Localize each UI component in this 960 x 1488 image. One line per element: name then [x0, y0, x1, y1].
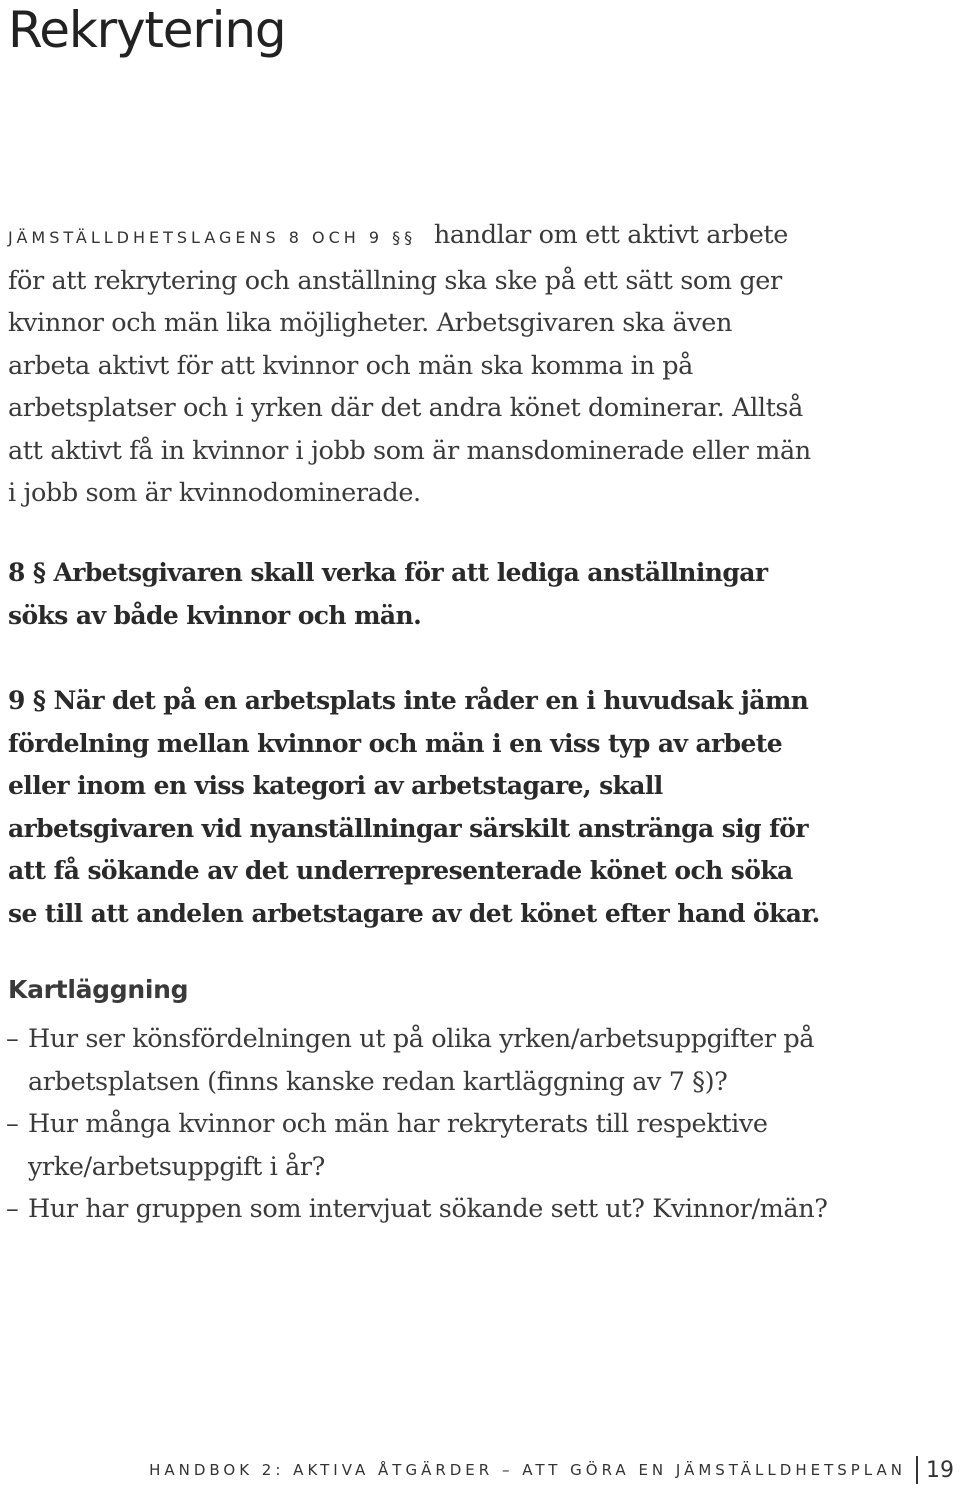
- question-text: Hur många kvinnor och män har rekryterats till respektive yrke/arbetsuppgift i år?: [28, 1109, 768, 1182]
- page-footer: [149, 1452, 960, 1488]
- question-text: Hur ser könsfördelningen ut på olika yrken/arbetsuppgifter på arbetsplatsen (finns kanske redan kartläggning av 7 §)?: [28, 1024, 815, 1097]
- intro-paragraph: [8, 214, 818, 515]
- law-section-8: 8 § Arbetsgivaren skall verka för att lediga anställningar söks av både kvinnor och män.: [8, 558, 768, 630]
- list-item: [8, 1103, 828, 1188]
- law-section-9: 9 § När det på en arbetsplats inte råder en i huvudsak jämn fördelning mellan kvinnor och män i en viss typ av arbete eller inom en viss kategori av arbetstagare, skall arbetsgivaren vid nyanställningar särskilt anstränga sig för att få sökande av det underrepresenterade könet och söka se till att andelen arbetstagare av det könet efter hand ökar.: [8, 686, 820, 928]
- page-title: Rekrytering: [8, 1, 286, 59]
- dash-bullet: –: [6, 1109, 19, 1139]
- dash-bullet: –: [6, 1194, 19, 1224]
- page-number: 19: [926, 1457, 954, 1483]
- mapping-question-list: [8, 1018, 828, 1231]
- intro-text: handlar om ett aktivt arbete för att rekrytering och anställning ska ske på ett sätt som ger kvinnor och män lika möjligheter. Arbetsgivaren ska även arbeta aktivt för att kvinnor och män ska komma in på arbetsplatser och i yrken där det andra könet dominerar. Alltså att aktivt få in kvinnor i jobb som är mansdominerade eller män i jobb som är kvinnodominerade.: [8, 220, 811, 508]
- mapping-heading: Kartläggning: [8, 975, 189, 1004]
- list-item: [8, 1018, 828, 1103]
- dash-bullet: –: [6, 1024, 19, 1054]
- list-item: [8, 1188, 828, 1231]
- question-text: Hur har gruppen som intervjuat sökande sett ut? Kvinnor/män?: [28, 1194, 828, 1224]
- footer-divider: [916, 1456, 918, 1484]
- intro-lead: JÄMSTÄLLDHETSLAGENS 8 OCH 9 §§: [8, 228, 417, 247]
- footer-title: HANDBOK 2: AKTIVA ÅTGÄRDER – ATT GÖRA EN JÄMSTÄLLDHETSPLAN: [149, 1461, 906, 1479]
